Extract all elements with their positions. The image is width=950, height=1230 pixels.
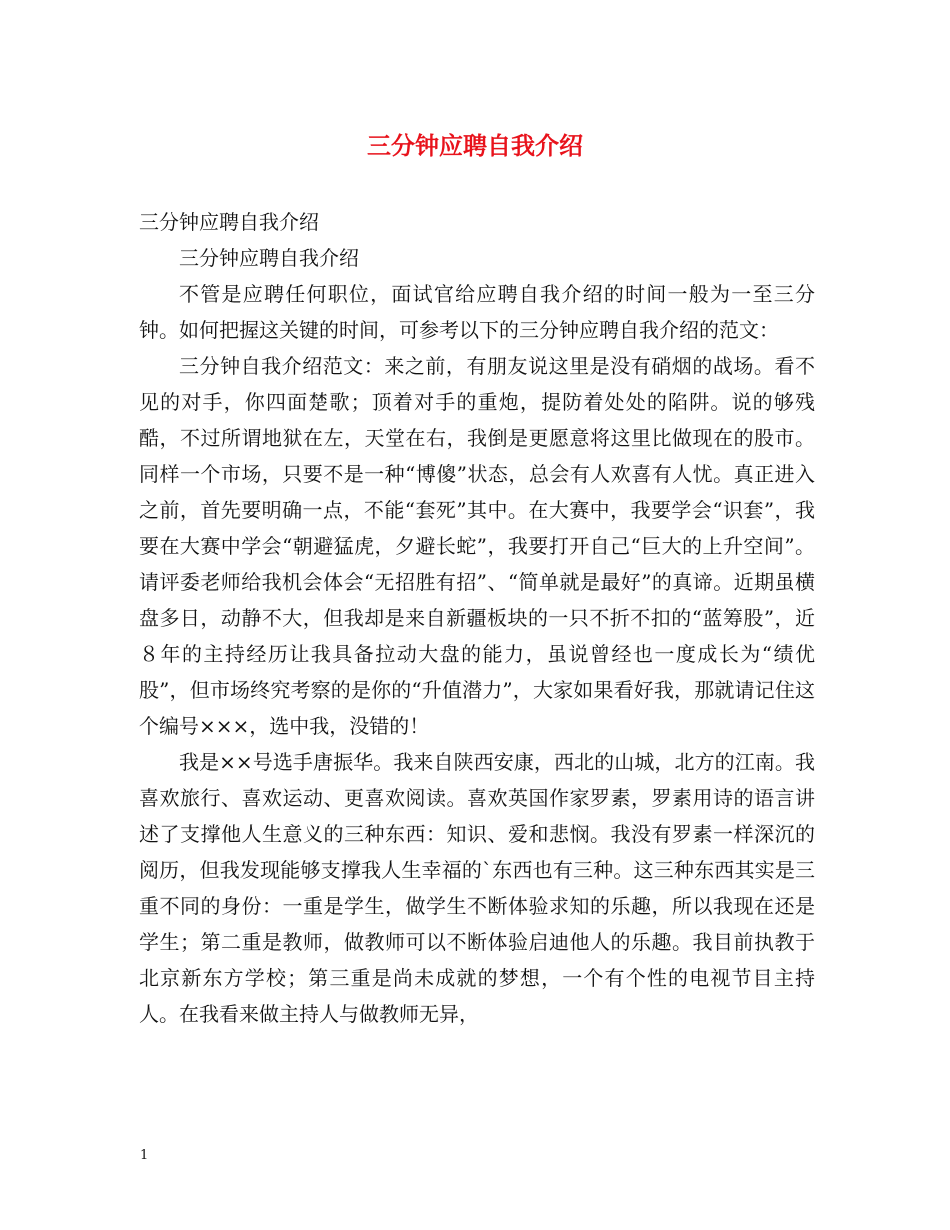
page-number: 1 [140, 1148, 149, 1163]
body-heading: 三分钟应聘自我介绍 [139, 210, 319, 234]
document-title: 三分钟应聘自我介绍 [367, 131, 583, 160]
document-body [139, 204, 815, 1032]
self-introduction-paragraph: 我是××号选手唐振华。我来自陕西安康，西北的山城，北方的江南。我喜欢旅行、喜欢运动、更喜欢阅读。喜欢英国作家罗素，罗素用诗的语言讲述了支撑他人生意义的三种东西：知识、爱和悲悯。我没有罗素一样深沉的阅历，但我发现能够支撑我人生幸福的`东西也有三种。这三种东西其实是三重不同的身份：一重是学生，做学生不断体验求知的乐趣，所以我现在还是学生；第二重是教师，做教师可以不断体验启迪他人的乐趣。我目前执教于北京新东方学校；第三重是尚未成就的梦想，一个有个性的电视节目主持人。在我看来做主持人与做教师无异， [139, 750, 815, 1026]
intro-paragraph: 不管是应聘任何职位，面试官给应聘自我介绍的时间一般为一至三分钟。如何把握这关键的时间，可参考以下的三分钟应聘自我介绍的范文： [139, 282, 815, 342]
body-subheading: 三分钟应聘自我介绍 [179, 246, 359, 270]
sample-paragraph: 三分钟自我介绍范文：来之前，有朋友说这里是没有硝烟的战场。看不见的对手，你四面楚歌；顶着对手的重炮，提防着处处的陷阱。说的够残酷，不过所谓地狱在左，天堂在右，我倒是更愿意将这里比做现在的股市。同样一个市场，只要不是一种“博傻”状态，总会有人欢喜有人忧。真正进入之前，首先要明确一点，不能“套死”其中。在大赛中，我要学会“识套”，我要在大赛中学会“朝避猛虎，夕避长蛇”，我要打开自己“巨大的上升空间”。请评委老师给我机会体会“无招胜有招”、“简单就是最好”的真谛。近期虽横盘多日，动静不大，但我却是来自新疆板块的一只不折不扣的“蓝筹股”，近８年的主持经历让我具备拉动大盘的能力，虽说曾经也一度成长为“绩优股”，但市场终究考察的是你的“升值潜力”，大家如果看好我，那就请记住这个编号×××，选中我，没错的！ [139, 354, 815, 738]
